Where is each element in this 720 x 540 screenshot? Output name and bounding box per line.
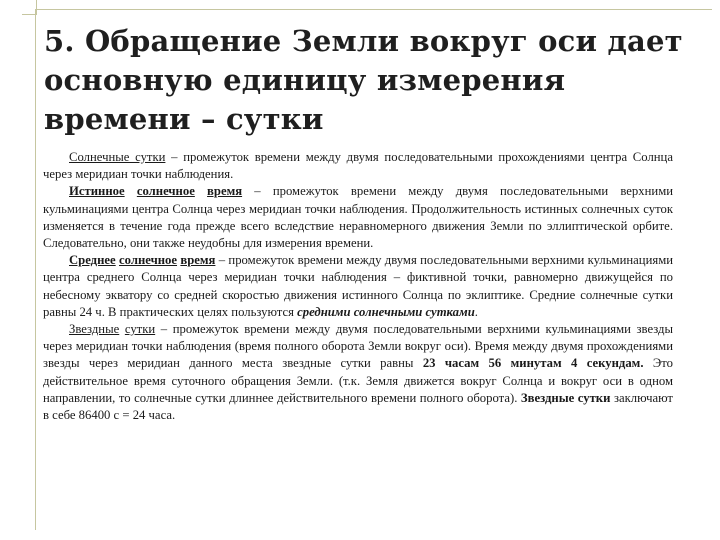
term-day: сутки (124, 322, 156, 337)
term-mean: Среднее (69, 253, 116, 268)
paragraph-sidereal-day (43, 321, 673, 424)
definition-true-solar-time: – промежуток времени между двумя последовательными верхними кульминациями центра Солнца через меридиан точки наблюдения. Продолжительность истинных солнечных суток изменяется в течение года прежде всего вследствие неравномерного движения Земли по эллиптической орбите. Следовательно, они также неудобны для измерения времени. (43, 184, 674, 251)
term-sidereal-day-bold: Звездные сутки (520, 390, 611, 405)
paragraph-mean-solar-time (43, 252, 673, 321)
term-true: Истинное (69, 184, 125, 199)
slide-body (43, 149, 673, 424)
sidereal-duration: 23 часам 56 минутам 4 секундам. (422, 356, 644, 371)
term-solar-2: солнечное (119, 253, 178, 268)
term-solar-day: Солнечные сутки (69, 150, 166, 164)
emphasis-mean-solar-days: средними солнечными сутками (297, 304, 475, 319)
definition-solar-day: – промежуток времени между двумя последовательными прохождениями центра Солнца через меридиан точки наблюдения. (43, 150, 673, 182)
sidereal-explanation: Это действительное время суточного обращения Земли. (т.к. Земля движется вокруг Солнца и вокруг оси в одном направлении, то солнечные сутки длиннее действительного времени полного оборота). (43, 356, 673, 405)
term-solar: солнечное (136, 184, 195, 199)
term-time: время (207, 184, 243, 199)
slide-title: 5. Обращение Земли вокруг оси дает основную единицу измерения времени – сутки (44, 24, 683, 136)
term-sidereal: Звездные (69, 322, 120, 337)
sidereal-seconds: заключают в себе 86400 с = 24 часа. (43, 390, 673, 423)
sentence-end: . (474, 304, 478, 319)
definition-mean-solar-time: – промежуток времени между двумя последовательными верхними кульминациями центра среднего Солнца через меридиан точки наблюдения – фиктивной точки, равномерно движущейся по небесному экватору со средней скоростью движения истинного Солнца по эклиптике. Средние солнечные сутки равны 24 ч. В практических целях пользуются (43, 253, 674, 319)
paragraph-true-solar-time (43, 183, 673, 252)
definition-sidereal-day: – промежуток времени между двумя последовательными верхними кульминациями звезды через меридиан точки наблюдения (время полного оборота Земли вокруг оси). Время между двумя прохождениями звезды через меридиан данного места звездные сутки равны (43, 322, 674, 371)
term-time-2: время (180, 253, 216, 268)
paragraph-solar-day (43, 149, 673, 183)
